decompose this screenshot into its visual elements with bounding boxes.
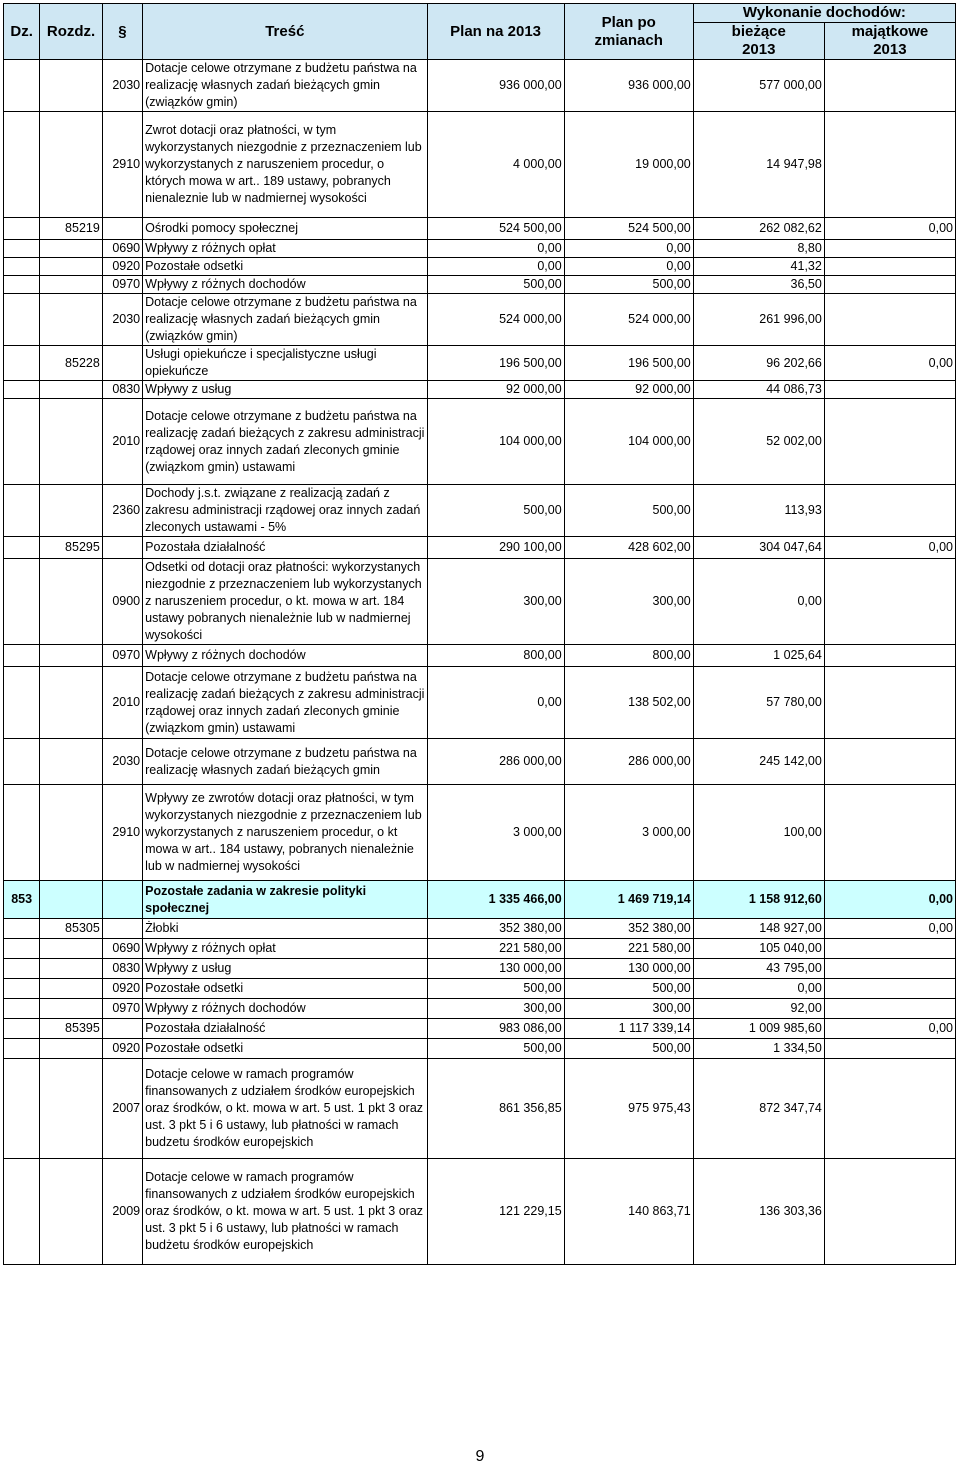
cell-biezace: 262 082,62 [693,218,824,240]
header-biezace [693,23,824,60]
cell-rozdz [40,939,103,959]
cell-rozdz [40,881,103,919]
cell-majatkowe: 0,00 [824,218,955,240]
cell-plan-po: 140 863,71 [564,1159,693,1265]
header-majatkowe [824,23,955,60]
cell-plan: 0,00 [427,258,564,276]
cell-dz [4,959,40,979]
cell-paragraph: 2360 [102,485,142,537]
cell-biezace: 1 334,50 [693,1039,824,1059]
cell-description: Usługi opiekuńcze i specjalistyczne usługi opiekuńcze [143,346,427,381]
cell-plan-po: 0,00 [564,240,693,258]
cell-description: Pozostała działalność [143,537,427,559]
cell-dz [4,294,40,346]
cell-rozdz [40,979,103,999]
cell-description: Pozostałe zadania w zakresie polityki społecznej [143,881,427,919]
cell-plan: 1 335 466,00 [427,881,564,919]
cell-biezace: 92,00 [693,999,824,1019]
header-rozdz: Rozdz. [40,4,103,60]
cell-rozdz [40,240,103,258]
cell-majatkowe [824,60,955,112]
cell-biezace: 0,00 [693,559,824,645]
cell-biezace: 41,32 [693,258,824,276]
cell-biezace: 43 795,00 [693,959,824,979]
cell-biezace: 57 780,00 [693,667,824,739]
cell-paragraph: 0920 [102,258,142,276]
cell-description: Wpływy z różnych opłat [143,240,427,258]
cell-paragraph: 0970 [102,645,142,667]
header-plan-po-line2: zmianach [594,31,663,49]
table-row [4,485,956,537]
cell-plan-po: 428 602,00 [564,537,693,559]
cell-biezace: 36,50 [693,276,824,294]
cell-majatkowe [824,258,955,276]
cell-rozdz [40,112,103,218]
cell-paragraph: 0920 [102,1039,142,1059]
table-row [4,1039,956,1059]
cell-plan-po: 500,00 [564,1039,693,1059]
cell-plan: 300,00 [427,559,564,645]
cell-rozdz [40,959,103,979]
cell-description: Wpływy z różnych dochodów [143,645,427,667]
income-table [3,3,956,1265]
cell-plan-po: 286 000,00 [564,739,693,785]
cell-dz [4,381,40,399]
header-majatkowe-year: 2013 [873,41,907,58]
cell-plan: 861 356,85 [427,1059,564,1159]
cell-rozdz [40,1039,103,1059]
cell-rozdz [40,294,103,346]
cell-plan: 500,00 [427,979,564,999]
cell-dz [4,112,40,218]
cell-plan: 0,00 [427,240,564,258]
cell-majatkowe [824,739,955,785]
cell-dz [4,60,40,112]
cell-paragraph [102,881,142,919]
cell-paragraph [102,537,142,559]
cell-plan: 500,00 [427,276,564,294]
cell-majatkowe [824,276,955,294]
cell-majatkowe [824,1059,955,1159]
cell-plan: 92 000,00 [427,381,564,399]
cell-biezace: 245 142,00 [693,739,824,785]
cell-paragraph [102,919,142,939]
cell-plan-po: 524 500,00 [564,218,693,240]
cell-majatkowe [824,939,955,959]
cell-plan: 121 229,15 [427,1159,564,1265]
cell-description: Dotacje celowe otrzymane z budżetu państwa na realizację zadań bieżących z zakresu administracji rządowej oraz innych zadań zleconych gminie (związkom gmin) ustawami [143,667,427,739]
cell-dz [4,1159,40,1265]
cell-biezace: 1 009 985,60 [693,1019,824,1039]
cell-majatkowe [824,1039,955,1059]
table-row [4,399,956,485]
header-wykonanie: Wykonanie dochodów: [693,4,955,23]
cell-dz [4,346,40,381]
header-majatkowe-label: majątkowe [851,23,929,40]
cell-dz [4,399,40,485]
cell-biezace: 8,80 [693,240,824,258]
cell-majatkowe [824,959,955,979]
table-row [4,739,956,785]
cell-majatkowe [824,667,955,739]
cell-biezace: 52 002,00 [693,399,824,485]
cell-paragraph [102,218,142,240]
cell-plan: 524 500,00 [427,218,564,240]
cell-biezace: 577 000,00 [693,60,824,112]
cell-dz [4,276,40,294]
cell-description: Wpływy z usług [143,381,427,399]
cell-plan-po: 3 000,00 [564,785,693,881]
page-number: 9 [475,1448,485,1465]
cell-rozdz: 85305 [40,919,103,939]
cell-plan-po: 104 000,00 [564,399,693,485]
cell-majatkowe [824,381,955,399]
table-row [4,979,956,999]
cell-plan-po: 196 500,00 [564,346,693,381]
cell-biezace: 261 996,00 [693,294,824,346]
table-row [4,258,956,276]
cell-description: Zwrot dotacji oraz płatności, w tym wykorzystanych niezgodnie z przeznaczeniem lub wykorzystanych z naruszeniem procedur, o których mowa w art.. 189 ustawy, pobranych nienaleznie lub w nadmiernej wysokości [143,112,427,218]
cell-paragraph: 2007 [102,1059,142,1159]
cell-description: Pozostałe odsetki [143,1039,427,1059]
cell-dz [4,559,40,645]
cell-majatkowe [824,485,955,537]
cell-plan-po: 1 117 339,14 [564,1019,693,1039]
cell-rozdz [40,381,103,399]
table-row [4,645,956,667]
cell-description: Pozostałe odsetki [143,258,427,276]
cell-rozdz [40,1059,103,1159]
cell-paragraph: 2009 [102,1159,142,1265]
cell-paragraph: 0690 [102,939,142,959]
cell-rozdz [40,60,103,112]
cell-plan-po: 975 975,43 [564,1059,693,1159]
chapter-row [4,537,956,559]
cell-paragraph [102,346,142,381]
cell-paragraph: 0970 [102,276,142,294]
cell-paragraph: 2030 [102,60,142,112]
cell-majatkowe [824,559,955,645]
cell-biezace: 148 927,00 [693,919,824,939]
cell-plan: 286 000,00 [427,739,564,785]
cell-plan-po: 300,00 [564,559,693,645]
table-row [4,240,956,258]
cell-dz [4,1039,40,1059]
cell-majatkowe [824,399,955,485]
cell-dz [4,240,40,258]
header-plan-po-line1: Plan po [601,13,656,31]
cell-description: Wpływy z różnych dochodów [143,999,427,1019]
header-biezace-label: bieżące [731,23,786,40]
cell-biezace: 113,93 [693,485,824,537]
cell-dz [4,979,40,999]
chapter-row [4,346,956,381]
cell-plan: 983 086,00 [427,1019,564,1039]
cell-biezace: 0,00 [693,979,824,999]
table-row [4,959,956,979]
budget-table-sheet [3,3,956,1265]
cell-rozdz [40,667,103,739]
cell-description: Odsetki od dotacji oraz płatności: wykorzystanych niezgodnie z przeznaczeniem lub wykorzystanych z naruszeniem procedur, o kt. mowa w art. 184 ustawy pobranych nienależnie lub w nadmiernej wysokości [143,559,427,645]
chapter-row [4,1019,956,1039]
table-row [4,294,956,346]
cell-rozdz [40,399,103,485]
cell-rozdz: 85219 [40,218,103,240]
cell-majatkowe [824,979,955,999]
cell-description: Dotacje celowe otrzymane z budzetu państwa na realizację własnych zadań bieżących gmin [143,739,427,785]
cell-rozdz [40,785,103,881]
cell-majatkowe: 0,00 [824,919,955,939]
cell-dz [4,785,40,881]
cell-majatkowe: 0,00 [824,1019,955,1039]
cell-plan-po: 1 469 719,14 [564,881,693,919]
cell-majatkowe: 0,00 [824,346,955,381]
table-body [4,60,956,1265]
cell-paragraph: 0970 [102,999,142,1019]
table-row [4,667,956,739]
cell-description: Dotacje celowe otrzymane z budżetu państwa na realizację własnych zadań bieżących gmin (związków gmin) [143,60,427,112]
cell-dz [4,537,40,559]
cell-dz [4,485,40,537]
cell-plan: 104 000,00 [427,399,564,485]
cell-majatkowe [824,294,955,346]
table-row [4,1159,956,1265]
cell-rozdz: 85295 [40,537,103,559]
chapter-row [4,218,956,240]
cell-description: Dotacje celowe w ramach programów finansowanych z udziałem środków europejskich oraz środków, o kt. mowa w art. 5 ust. 1 pkt 3 oraz ust. 3 pkt 5 i 6 ustawy, lub płatności w ramach budżetu środków europejskich [143,1159,427,1265]
cell-biezace: 105 040,00 [693,939,824,959]
cell-dz: 853 [4,881,40,919]
cell-rozdz [40,999,103,1019]
cell-plan: 0,00 [427,667,564,739]
table-row [4,1059,956,1159]
cell-rozdz [40,645,103,667]
cell-plan-po: 138 502,00 [564,667,693,739]
cell-biezace: 136 303,36 [693,1159,824,1265]
cell-majatkowe [824,1159,955,1265]
header-plan-po [564,4,693,60]
table-header-row-1 [4,4,956,23]
cell-biezace: 96 202,66 [693,346,824,381]
cell-plan-po: 800,00 [564,645,693,667]
cell-plan-po: 936 000,00 [564,60,693,112]
cell-description: Pozostała działalność [143,1019,427,1039]
table-row [4,559,956,645]
cell-paragraph: 2010 [102,667,142,739]
table-row [4,60,956,112]
cell-plan: 800,00 [427,645,564,667]
cell-dz [4,1019,40,1039]
cell-paragraph: 2910 [102,112,142,218]
cell-majatkowe [824,785,955,881]
cell-biezace: 14 947,98 [693,112,824,218]
cell-rozdz [40,559,103,645]
cell-paragraph [102,1019,142,1039]
cell-paragraph: 0830 [102,959,142,979]
cell-plan: 500,00 [427,1039,564,1059]
header-paragraph: § [102,4,142,60]
cell-biezace: 1 025,64 [693,645,824,667]
cell-description: Pozostałe odsetki [143,979,427,999]
section-row [4,881,956,919]
cell-biezace: 1 158 912,60 [693,881,824,919]
cell-plan-po: 130 000,00 [564,959,693,979]
cell-plan: 500,00 [427,485,564,537]
cell-rozdz [40,1159,103,1265]
cell-description: Żłobki [143,919,427,939]
header-tresc: Treść [143,4,427,60]
cell-description: Wpływy z usług [143,959,427,979]
cell-majatkowe [824,645,955,667]
cell-rozdz [40,739,103,785]
cell-description: Dotacje celowe otrzymane z budżetu państwa na realizację własnych zadań bieżących gmin (związków gmin) [143,294,427,346]
cell-plan-po: 300,00 [564,999,693,1019]
cell-biezace: 100,00 [693,785,824,881]
cell-biezace: 872 347,74 [693,1059,824,1159]
cell-plan: 352 380,00 [427,919,564,939]
cell-plan-po: 352 380,00 [564,919,693,939]
cell-rozdz: 85395 [40,1019,103,1039]
cell-plan: 290 100,00 [427,537,564,559]
cell-dz [4,919,40,939]
cell-dz [4,999,40,1019]
cell-plan-po: 500,00 [564,276,693,294]
cell-plan-po: 92 000,00 [564,381,693,399]
cell-description: Wpływy ze zwrotów dotacji oraz płatności, w tym wykorzystanych niezgodnie z przeznaczeniem lub wykorzystanych z naruszeniem procedur, o kt mowa w art.. 184 ustawy, pobranych nienależnie lub w nadmiernej wysokości [143,785,427,881]
header-plan: Plan na 2013 [427,4,564,60]
cell-plan-po: 221 580,00 [564,939,693,959]
cell-plan-po: 0,00 [564,258,693,276]
cell-dz [4,1059,40,1159]
table-row [4,112,956,218]
cell-paragraph: 0920 [102,979,142,999]
cell-dz [4,739,40,785]
cell-plan: 524 000,00 [427,294,564,346]
cell-dz [4,667,40,739]
table-row [4,381,956,399]
cell-rozdz: 85228 [40,346,103,381]
cell-rozdz [40,276,103,294]
cell-majatkowe: 0,00 [824,881,955,919]
cell-description: Ośrodki pomocy społecznej [143,218,427,240]
cell-paragraph: 2030 [102,294,142,346]
cell-dz [4,218,40,240]
cell-plan-po: 500,00 [564,485,693,537]
cell-biezace: 44 086,73 [693,381,824,399]
header-biezace-year: 2013 [742,41,776,58]
cell-majatkowe [824,112,955,218]
cell-paragraph: 0900 [102,559,142,645]
cell-paragraph: 2910 [102,785,142,881]
header-dz: Dz. [4,4,40,60]
cell-rozdz [40,485,103,537]
cell-dz [4,258,40,276]
table-row [4,999,956,1019]
cell-plan: 221 580,00 [427,939,564,959]
cell-plan-po: 500,00 [564,979,693,999]
table-row [4,276,956,294]
cell-rozdz [40,258,103,276]
cell-dz [4,645,40,667]
chapter-row [4,919,956,939]
cell-description: Dochody j.s.t. związane z realizacją zadań z zakresu administracji rządowej oraz innych zadań zleconych ustawami - 5% [143,485,427,537]
cell-dz [4,939,40,959]
cell-paragraph: 0690 [102,240,142,258]
cell-description: Wpływy z różnych opłat [143,939,427,959]
cell-paragraph: 2030 [102,739,142,785]
cell-description: Dotacje celowe w ramach programów finansowanych z udziałem środków europejskich oraz środków, o kt. mowa w art. 5 ust. 1 pkt 3 oraz ust. 3 pkt 5 i 6 ustawy, lub płatności w ramach budzetu środków europejskich [143,1059,427,1159]
cell-paragraph: 2010 [102,399,142,485]
cell-description: Wpływy z różnych dochodów [143,276,427,294]
cell-description: Dotacje celowe otrzymane z budżetu państwa na realizację zadań bieżących z zakresu administracji rządowej oraz innych zadań zleconych gminie (związkom gmin) ustawami [143,399,427,485]
table-row [4,939,956,959]
cell-plan: 4 000,00 [427,112,564,218]
cell-majatkowe [824,999,955,1019]
cell-majatkowe [824,240,955,258]
cell-plan: 936 000,00 [427,60,564,112]
cell-plan: 130 000,00 [427,959,564,979]
cell-biezace: 304 047,64 [693,537,824,559]
table-row [4,785,956,881]
cell-plan-po: 524 000,00 [564,294,693,346]
cell-majatkowe: 0,00 [824,537,955,559]
cell-plan: 3 000,00 [427,785,564,881]
cell-plan-po: 19 000,00 [564,112,693,218]
cell-plan: 300,00 [427,999,564,1019]
cell-plan: 196 500,00 [427,346,564,381]
cell-paragraph: 0830 [102,381,142,399]
